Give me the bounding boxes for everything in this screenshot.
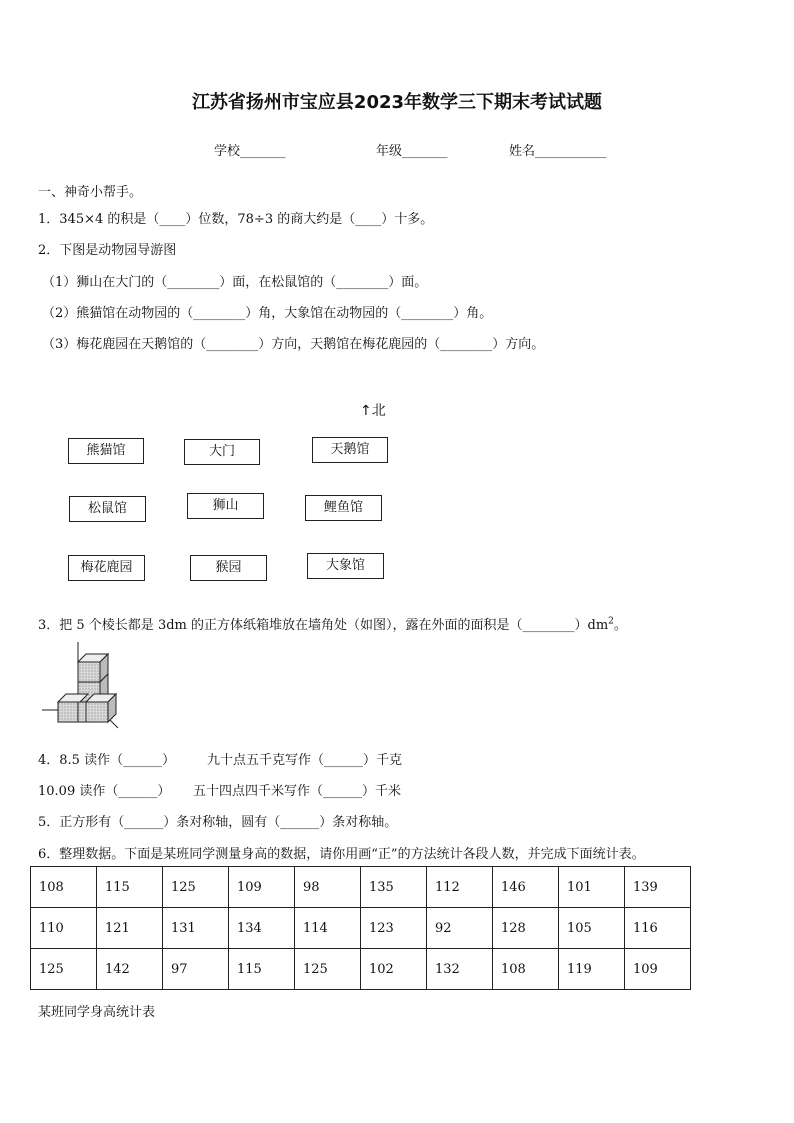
map-place-deer: 梅花鹿园 [68, 555, 145, 581]
question-3-exponent: 2 [608, 616, 614, 627]
page-title: 江苏省扬州市宝应县2023年数学三下期末考试试题 [191, 92, 603, 113]
grade-field: 年级_______ [376, 144, 448, 159]
map-place-carp: 鲤鱼馆 [305, 495, 382, 521]
table-cell: 116 [625, 908, 691, 949]
question-3 [38, 614, 627, 633]
map-place-panda: 熊猫馆 [68, 438, 144, 464]
table-cell: 101 [559, 867, 625, 908]
map-place-lion-hill: 狮山 [187, 493, 264, 519]
table-cell: 92 [427, 908, 493, 949]
table-row [31, 867, 691, 908]
map-place-monkey: 猴园 [190, 555, 267, 581]
table-cell: 115 [229, 949, 295, 990]
table-cell: 125 [31, 949, 97, 990]
table-cell: 142 [97, 949, 163, 990]
table-caption: 某班同学身高统计表 [38, 1005, 156, 1020]
table-cell: 132 [427, 949, 493, 990]
table-cell: 115 [97, 867, 163, 908]
table-cell: 128 [493, 908, 559, 949]
table-cell: 135 [361, 867, 427, 908]
cube-upper-front [78, 662, 100, 682]
question-2-stem: 2．下图是动物园导游图 [38, 243, 177, 258]
question-4-line2b: 五十四点四千米写作（______）千米 [193, 784, 402, 799]
question-3-end: 。 [613, 618, 627, 633]
table-cell: 114 [295, 908, 361, 949]
table-cell: 102 [361, 949, 427, 990]
table-cell: 109 [625, 949, 691, 990]
section-heading: 一、神奇小帮手。 [38, 185, 143, 200]
map-place-gate: 大门 [184, 439, 260, 465]
table-cell: 110 [31, 908, 97, 949]
name-field: 姓名___________ [509, 144, 607, 159]
table-cell: 109 [229, 867, 295, 908]
table-cell: 112 [427, 867, 493, 908]
question-1: 1．345×4 的积是（____）位数，78÷3 的商大约是（____）十多。 [38, 212, 434, 227]
table-cell: 131 [163, 908, 229, 949]
cube-bottom-right [86, 702, 108, 722]
table-cell: 108 [493, 949, 559, 990]
table-cell: 105 [559, 908, 625, 949]
school-field: 学校_______ [214, 144, 286, 159]
cube-bottom-left [58, 702, 80, 722]
table-cell: 125 [163, 867, 229, 908]
table-cell: 125 [295, 949, 361, 990]
table-cell: 97 [163, 949, 229, 990]
question-4-line2a: 10.09 读作（______） [38, 784, 171, 799]
question-3-text: 3．把 5 个棱长都是 3dm 的正方体纸箱堆放在墙角处（如图），露在外面的面积是（________）dm [38, 618, 609, 633]
table-row [31, 949, 691, 990]
map-place-elephant: 大象馆 [307, 553, 384, 579]
north-arrow: ↑北 [360, 403, 386, 419]
table-cell: 121 [97, 908, 163, 949]
table-cell: 108 [31, 867, 97, 908]
height-data-table [30, 866, 691, 990]
question-4-line1b: 九十点五千克写作（______）千克 [207, 753, 403, 768]
question-2-sub3: （3）梅花鹿园在天鹅馆的（________）方向，天鹅馆在梅花鹿园的（________）方向。 [42, 337, 545, 352]
table-row [31, 908, 691, 949]
table-cell: 123 [361, 908, 427, 949]
table-cell: 139 [625, 867, 691, 908]
question-2-sub1: （1）狮山在大门的（________）面，在松鼠馆的（________）面。 [42, 275, 428, 290]
question-5: 5．正方形有（______）条对称轴，圆有（______）条对称轴。 [38, 815, 398, 830]
stacked-boxes-figure [40, 640, 130, 735]
question-2-sub2: （2）熊猫馆在动物园的（________）角，大象馆在动物园的（________）角。 [42, 306, 493, 321]
table-cell: 134 [229, 908, 295, 949]
table-cell: 98 [295, 867, 361, 908]
map-place-squirrel: 松鼠馆 [69, 496, 146, 522]
question-6: 6．整理数据。下面是某班同学测量身高的数据，请你用画“正”的方法统计各段人数，并完成下面统计表。 [38, 847, 645, 862]
table-cell: 119 [559, 949, 625, 990]
question-4-line1a: 4．8.5 读作（______） [38, 753, 176, 768]
map-place-swan: 天鹅馆 [312, 437, 388, 463]
table-cell: 146 [493, 867, 559, 908]
